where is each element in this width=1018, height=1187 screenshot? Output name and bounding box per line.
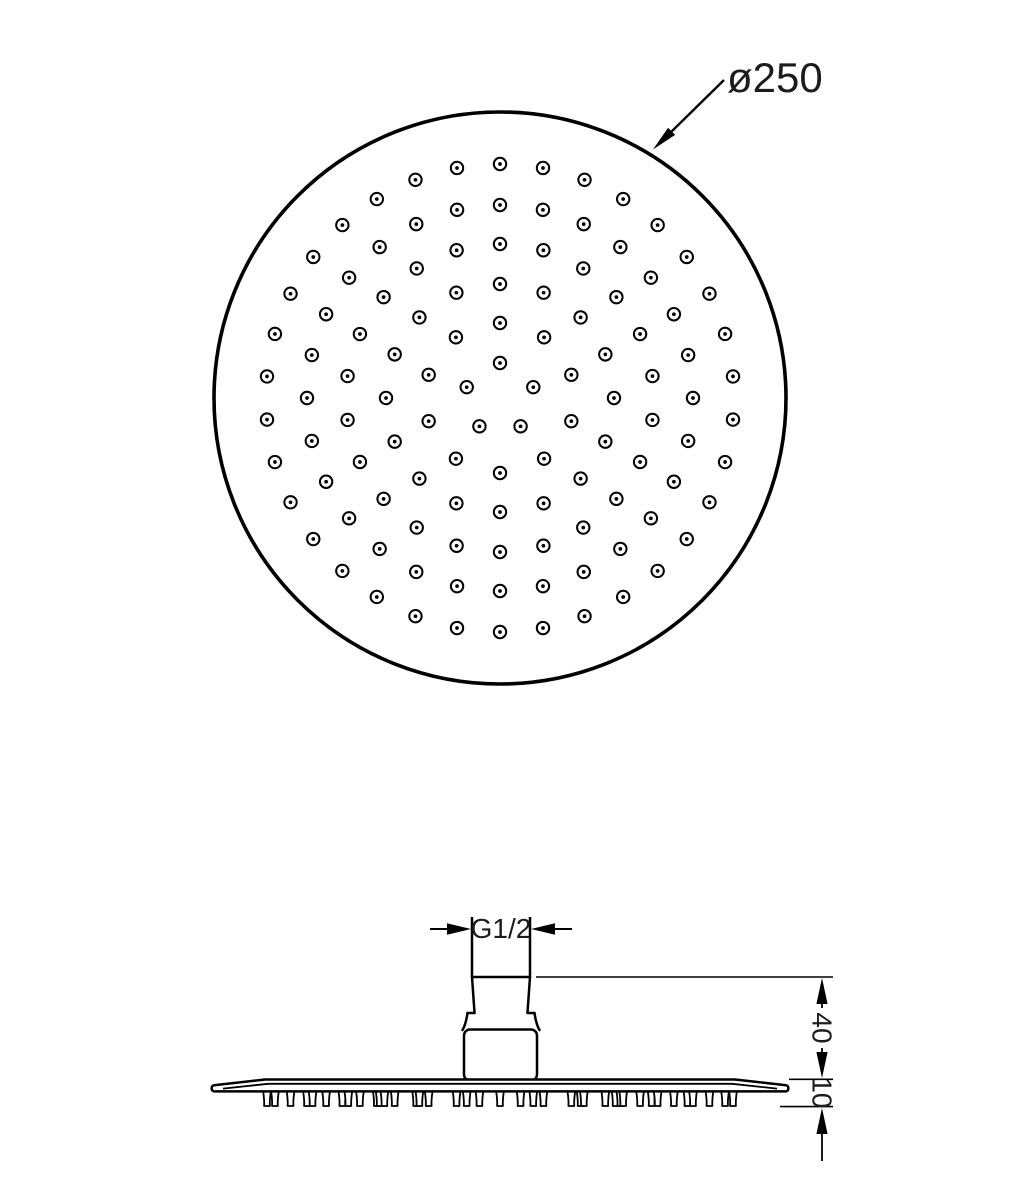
- nozzle-tooth: [601, 1091, 609, 1106]
- nozzle-dot-center: [455, 544, 459, 548]
- nozzle-dot-center: [378, 245, 382, 249]
- nozzle-tooth: [517, 1091, 525, 1106]
- nozzle-tooth: [287, 1091, 295, 1106]
- nozzle-dot-center: [672, 480, 676, 484]
- nozzle-tooth: [706, 1091, 714, 1106]
- nozzle-dot-center: [375, 197, 379, 201]
- nozzle-tooth: [476, 1091, 484, 1106]
- nozzle-dot-center: [418, 316, 422, 320]
- nozzle-dot-center: [542, 501, 546, 505]
- nozzle-dot-center: [346, 374, 350, 378]
- thread-dim-left-arrowhead-icon: [447, 923, 471, 935]
- nozzle-dot-center: [685, 537, 689, 541]
- nozzle-tooth: [721, 1091, 729, 1106]
- nozzle-dot-center: [542, 457, 546, 461]
- nozzle-dot-center: [569, 419, 573, 423]
- nozzle-tooth: [263, 1091, 271, 1106]
- nozzle-dot-center: [618, 245, 622, 249]
- nozzle-dot-center: [358, 460, 362, 464]
- nozzle-dot-center: [418, 477, 422, 481]
- nozzle-tooth: [689, 1091, 697, 1106]
- nozzle-tooth: [654, 1091, 662, 1106]
- nozzle-dot-center: [415, 526, 419, 530]
- collar-left-flare: [463, 1013, 468, 1030]
- nozzle-dot-center: [603, 440, 607, 444]
- nozzle-tooth: [322, 1091, 330, 1106]
- nozzle-dot-center: [273, 332, 277, 336]
- nozzle-dot-center: [651, 418, 655, 422]
- nozzle-dot-center: [346, 418, 350, 422]
- nozzle-dot-center: [656, 569, 660, 573]
- nozzle-dot-center: [498, 510, 502, 514]
- nozzle-tooth: [381, 1091, 389, 1106]
- nozzle-dot-center: [414, 614, 418, 618]
- nozzle-tooth: [580, 1091, 588, 1106]
- nozzle-dot-center: [454, 335, 458, 339]
- nozzle-dot-center: [324, 480, 328, 484]
- nozzle-dot-center: [347, 516, 351, 520]
- nozzle-dot-center: [393, 353, 397, 357]
- nozzle-dot-center: [579, 316, 583, 320]
- nozzle-dot-center: [414, 222, 418, 226]
- nozzle-dot-center: [289, 500, 293, 504]
- nozzle-dot-center: [603, 353, 607, 357]
- nozzle-dot-center: [649, 516, 653, 520]
- height-dim-down-arrowhead-icon: [816, 1052, 827, 1078]
- nozzle-dot-center: [541, 584, 545, 588]
- nozzle-dot-center: [542, 335, 546, 339]
- height-dimension: [536, 977, 838, 1079]
- nozzle-dot-center: [686, 439, 690, 443]
- nozzle-dot-center: [498, 630, 502, 634]
- nozzle-dot-center: [427, 419, 431, 423]
- nozzle-tooth: [391, 1091, 399, 1106]
- nozzle-tooth: [453, 1091, 461, 1106]
- nozzle-dot-center: [498, 162, 502, 166]
- nozzle-dot-center: [615, 295, 619, 299]
- nozzle-dot-center: [455, 626, 459, 630]
- nozzle-dot-center: [414, 178, 418, 182]
- nozzle-dot-center: [393, 440, 397, 444]
- height-label: 40: [806, 1012, 838, 1044]
- nozzle-dot-center: [731, 418, 735, 422]
- nozzle-dot-center: [273, 460, 277, 464]
- diameter-label: ø250: [727, 54, 823, 101]
- side-view: [212, 913, 838, 1161]
- nozzle-dot-center: [708, 500, 712, 504]
- nozzle-dot-center: [414, 570, 418, 574]
- nozzle-dot-center: [324, 312, 328, 316]
- nozzle-dot-center: [455, 291, 459, 295]
- nozzle-dot-center: [519, 424, 523, 428]
- nozzle-dot-center: [498, 589, 502, 593]
- nozzle-dot-center: [685, 255, 689, 259]
- nozzle-dot-center: [382, 295, 386, 299]
- thread-label: G1/2: [470, 913, 532, 944]
- nozzle-dot-center: [651, 374, 655, 378]
- nozzle-dot-center: [583, 614, 587, 618]
- nozzle-dot-center: [686, 353, 690, 357]
- nozzle-dot-center: [311, 537, 315, 541]
- nozzle-tooth: [463, 1091, 471, 1106]
- nozzle-dot-center: [579, 477, 583, 481]
- nozzle-dot-center: [569, 373, 573, 377]
- nozzle-dot-center: [581, 526, 585, 530]
- nozzle-dot-center: [541, 208, 545, 212]
- nozzle-dot-center: [498, 471, 502, 475]
- connector-neck: [463, 977, 540, 1030]
- nozzle-dot-center: [498, 550, 502, 554]
- nozzle-dot-center: [615, 497, 619, 501]
- nozzle-dot-center: [265, 418, 269, 422]
- nozzle-tooth: [425, 1091, 433, 1106]
- nozzle-dot-center: [582, 570, 586, 574]
- nozzle-dot-center: [672, 312, 676, 316]
- nozzle-tooth: [636, 1091, 644, 1106]
- nozzle-dot-center: [638, 332, 642, 336]
- nozzle-dot-center: [341, 223, 345, 227]
- diameter-leader-line: [668, 80, 724, 135]
- nozzle-dot-center: [723, 460, 727, 464]
- nozzle-dot-center: [454, 457, 458, 461]
- nozzle-dot-center: [541, 166, 545, 170]
- thread-dim-right-arrowhead-icon: [531, 923, 555, 935]
- nozzle-dot-center: [542, 248, 546, 252]
- nozzle-tooth: [271, 1091, 279, 1106]
- nozzle-tooth: [567, 1091, 575, 1106]
- diameter-dimension: [653, 54, 823, 150]
- nozzle-dot-center: [498, 242, 502, 246]
- mount-block: [464, 1030, 537, 1081]
- nozzle-dot-center: [382, 497, 386, 501]
- nozzle-dot-center: [498, 321, 502, 325]
- nozzle-dot-center: [638, 460, 642, 464]
- nozzle-dot-center: [384, 396, 388, 400]
- nozzle-tooth: [540, 1091, 548, 1106]
- nozzle-dot-center: [347, 276, 351, 280]
- nozzle-tooth: [356, 1091, 364, 1106]
- nozzle-tooth: [415, 1091, 423, 1106]
- nozzle-dot-center: [427, 373, 431, 377]
- nozzle-dot-center: [649, 276, 653, 280]
- nozzle-tooth: [729, 1091, 737, 1106]
- nozzle-dot-center: [583, 178, 587, 182]
- nozzle-dot-center: [581, 267, 585, 271]
- nozzle-dot-center: [310, 353, 314, 357]
- nozzle-tooth: [344, 1091, 352, 1106]
- top-view: [214, 54, 823, 684]
- nozzle-dot-center: [612, 396, 616, 400]
- nozzle-dot-center: [498, 361, 502, 365]
- nozzle-dot-center: [582, 222, 586, 226]
- plate-outline: [212, 1080, 789, 1092]
- nozzle-dot-center: [542, 544, 546, 548]
- nozzle-dot-center: [541, 626, 545, 630]
- nozzle-dot-center: [415, 267, 419, 271]
- nozzle-dot-center: [378, 547, 382, 551]
- nozzle-dot-center: [542, 291, 546, 295]
- nozzle-tooth: [619, 1091, 627, 1106]
- nozzle-tooth: [496, 1091, 504, 1106]
- nozzle-tooth: [670, 1091, 678, 1106]
- nozzle-dot-center: [455, 501, 459, 505]
- nozzle-dot-center: [455, 166, 459, 170]
- nozzle-dot-center: [341, 569, 345, 573]
- neck-left-edge: [472, 977, 475, 1013]
- plate-profile: [212, 1080, 789, 1092]
- nozzle-dot-center: [618, 547, 622, 551]
- nozzle-dot-center: [621, 595, 625, 599]
- nozzle-dot-center: [455, 248, 459, 252]
- nozzle-dot-center: [358, 332, 362, 336]
- nozzle-dot-center: [531, 385, 535, 389]
- nozzle-dot-center: [465, 385, 469, 389]
- nozzle-dot-center: [265, 375, 269, 379]
- nozzle-dot-center: [691, 396, 695, 400]
- collar-right-flare: [535, 1013, 540, 1030]
- nozzle-dot-center: [723, 332, 727, 336]
- neck-right-edge: [528, 977, 531, 1013]
- nozzle-dot-center: [621, 197, 625, 201]
- nozzle-teeth: [263, 1091, 737, 1106]
- nozzle-dot-center: [311, 255, 315, 259]
- nozzle-dot-center: [305, 396, 309, 400]
- nozzle-dot-center: [478, 424, 482, 428]
- nozzle-dot-center: [656, 223, 660, 227]
- nozzle-dot-center: [708, 292, 712, 296]
- thickness-label: 10: [806, 1077, 838, 1109]
- thread-dimension: [430, 913, 572, 944]
- nozzle-dot-center: [455, 208, 459, 212]
- nozzle-dot-center: [731, 375, 735, 379]
- nozzle-dot-center: [455, 584, 459, 588]
- nozzle-dot-center: [375, 595, 379, 599]
- nozzle-dot-center: [310, 439, 314, 443]
- nozzle-tooth: [529, 1091, 537, 1106]
- nozzle-tooth: [309, 1091, 317, 1106]
- nozzle-dot-center: [498, 282, 502, 286]
- nozzle-dot-center: [289, 292, 293, 296]
- nozzle-dot-center: [498, 203, 502, 207]
